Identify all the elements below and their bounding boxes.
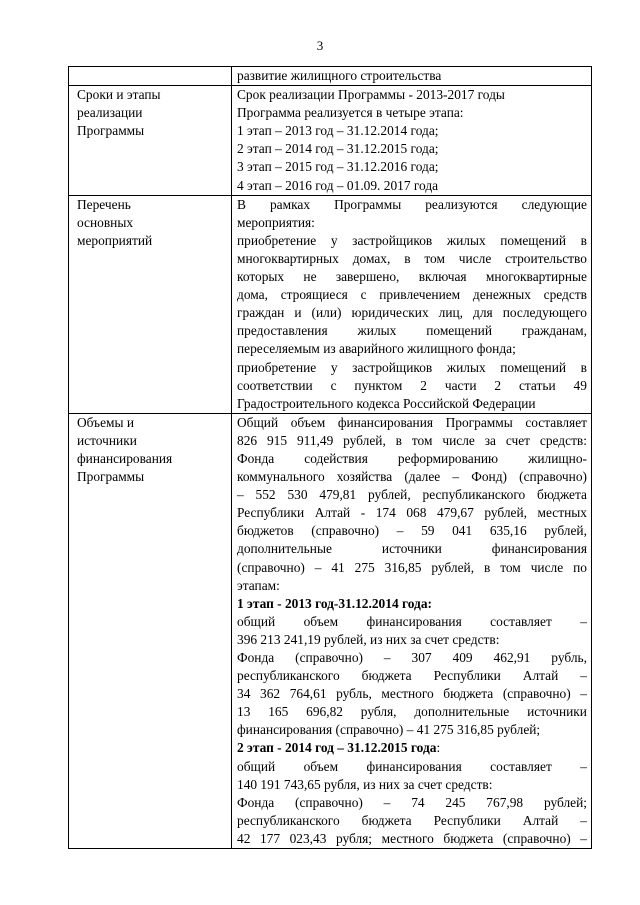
content-line: Фонда содействия реформированию жилищно-	[237, 450, 587, 466]
row-label-line: основных	[77, 214, 134, 230]
content-line: 4 этап – 2016 год – 01.09. 2017 года	[237, 177, 439, 193]
content-line: 1 этап – 2013 год – 31.12.2014 года;	[237, 123, 439, 139]
row-label-line: Перечень	[77, 196, 131, 212]
content-line: республиканского бюджета Республики Алтай –	[237, 812, 587, 828]
row-label-line: реализации	[77, 105, 143, 121]
row-label-line: Программы	[77, 469, 145, 485]
content-line: которых не завершено, включая многоквартирные	[237, 269, 587, 285]
content-line: 140 191 743,65 рубля, из них за счет средств:	[237, 776, 493, 792]
content-line: 396 213 241,19 рублей, из них за счет средств:	[237, 631, 500, 647]
table-row	[69, 67, 592, 86]
row-label-cell	[69, 67, 232, 86]
content-line: 3 этап – 2015 год – 31.12.2016 года;	[237, 159, 439, 175]
content-line: Общий объем финансирования Программы составляет	[237, 414, 587, 430]
content-line: 2 этап - 2014 год – 31.12.2015 года:	[237, 740, 441, 756]
row-label-cell	[69, 413, 232, 848]
content-line: мероприятия:	[237, 214, 315, 230]
content-line: дома, строящиеся с привлечением денежных средств	[237, 287, 587, 303]
content-line: Программа реализуется в четыре этапа:	[237, 105, 464, 121]
row-label-line: Программы	[77, 123, 145, 139]
content-line: финансирования (справочно) – 41 275 316,85 рублей;	[237, 722, 541, 738]
content-line: 2 этап – 2014 год – 31.12.2015 года;	[237, 141, 439, 157]
content-line: 1 этап - 2013 год-31.12.2014 года:	[237, 595, 432, 611]
row-label-cell	[69, 195, 232, 413]
content-line: переселяемым из аварийного жилищного фонда;	[237, 341, 516, 357]
content-line: Градостроительного кодекса Российской Федерации	[237, 395, 536, 411]
content-line: многоквартирных домах, в том числе строительство	[237, 250, 587, 266]
row-label-line: мероприятий	[77, 232, 153, 248]
content-line: 826 915 911,49 рублей, в том числе за счет средств:	[237, 432, 587, 448]
content-line: коммунального хозяйства (далее – Фонд) (справочно)	[237, 469, 587, 485]
content-line: – 552 530 479,81 рублей, республиканского бюджета	[237, 487, 587, 503]
row-label-line: Объемы и	[77, 414, 135, 430]
table-row	[69, 195, 592, 413]
row-content-cell	[232, 86, 592, 196]
content-line: приобретение у застройщиков жилых помещений в	[237, 232, 587, 248]
content-line: граждан и (или) юридических лиц, для последующего	[237, 305, 587, 321]
content-line: приобретение у застройщиков жилых помещений в	[237, 359, 587, 375]
table-row	[69, 413, 592, 848]
content-line: В рамках Программы реализуются следующие	[237, 196, 587, 212]
content-line: республиканского бюджета Республики Алтай –	[237, 668, 587, 684]
content-line: соответствии с пунктом 2 части 2 статьи 49	[237, 377, 587, 393]
content-line: общий объем финансирования составляет –	[237, 758, 587, 774]
row-content-cell	[232, 67, 592, 86]
content-line: бюджетов (справочно) – 59 041 635,16 рублей,	[237, 523, 587, 539]
content-line: (справочно) – 41 275 316,85 рублей, в том числе по	[237, 559, 587, 575]
content-line: дополнительные источники финансирования	[237, 541, 587, 557]
row-content-cell	[232, 195, 592, 413]
content-line: общий объем финансирования составляет –	[237, 613, 587, 629]
content-line: 34 362 764,61 рубль, местного бюджета (справочно) –	[237, 686, 587, 702]
content-line: Республики Алтай - 174 068 479,67 рублей, местных	[237, 505, 587, 521]
content-line: 13 165 696,82 рубля, дополнительные источники	[237, 704, 587, 720]
program-passport-table	[68, 66, 592, 849]
row-label-line: финансирования	[77, 450, 173, 466]
table-row	[69, 86, 592, 196]
content-line: предоставления жилых помещений гражданам,	[237, 323, 587, 339]
row-label-cell	[69, 86, 232, 196]
row-label-line: Сроки и этапы	[77, 87, 161, 103]
content-line: Срок реализации Программы - 2013-2017 годы	[237, 87, 505, 103]
content-line: Фонда (справочно) – 307 409 462,91 рубль,	[237, 650, 587, 665]
content-line: этапам:	[237, 577, 280, 593]
content-line: развитие жилищного строительства	[237, 68, 442, 83]
page-number: 3	[316, 38, 324, 53]
content-line: 42 177 023,43 рубля; местного бюджета (справочно) –	[237, 830, 587, 846]
row-content-cell	[232, 413, 592, 848]
row-label-line: источники	[77, 432, 137, 448]
content-line: Фонда (справочно) – 74 245 767,98 рублей;	[237, 794, 587, 810]
